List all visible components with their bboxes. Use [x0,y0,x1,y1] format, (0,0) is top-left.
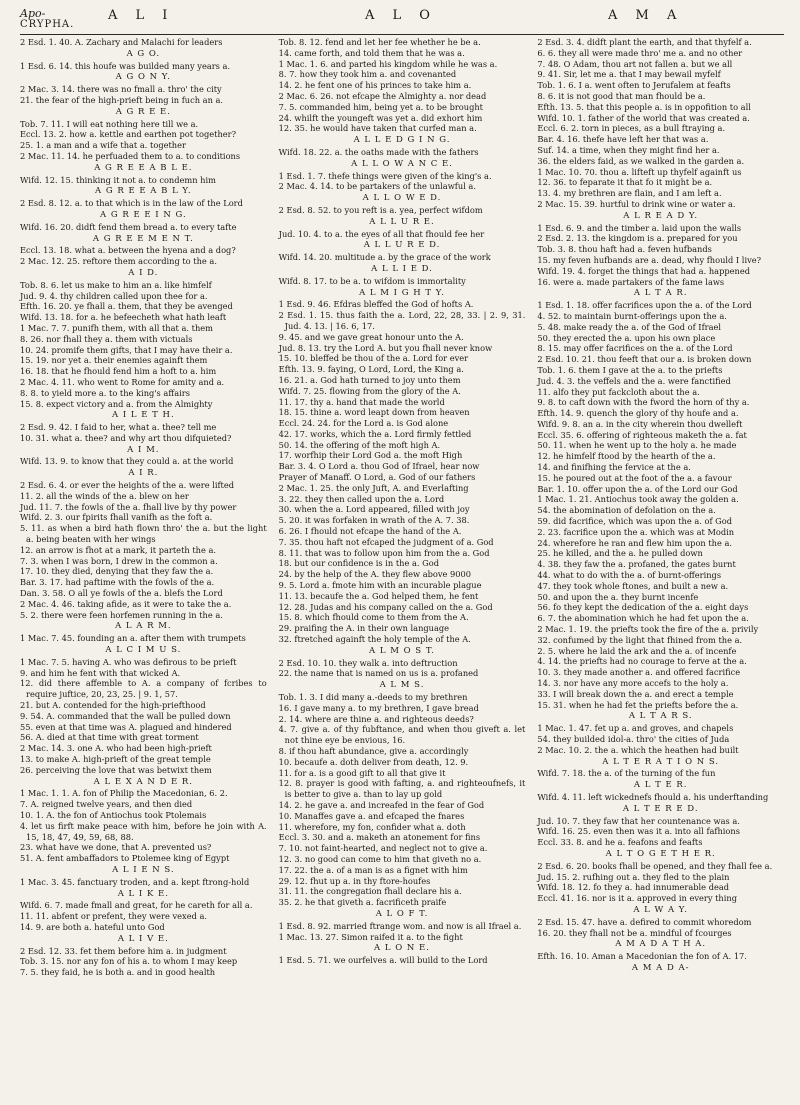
concordance-entry: 2 Esd. 8. 52. to you reft is a. yea, perfect wifdom [278,204,483,215]
concordance-entry: 11. wherefore, my fon, confider what a. doth [278,821,466,832]
concordance-entry: 42. 17. works, which the a. Lord firmly fettled [278,428,472,439]
concordance-entry: 2 Esd. 3. 4. didft plant the earth, and that thyfelf a. [537,37,752,47]
concordance-entry: 4. let us firft make peace with him, before he join with A. 15, 18, 47, 49, 59, 68, 88. [20,820,267,842]
header-catchword: Apo- [20,7,46,20]
concordance-entry: 32. ftretched againft the holy temple of the A. [278,634,471,645]
concordance-entry: 11. 13. becaufe the a. God helped them, he fent [278,590,479,601]
concordance-entry: 54. they builded idol-a. thro' the cities of Juda [537,734,730,744]
concordance-entry: Wifd. 7. 25. flowing from the glory of the A. [278,385,461,396]
concordance-entry: 8. if thou haft abundance, give a. accordingly [278,746,469,756]
concordance-entry: 5. 48. make ready the a. of the God of Ifrael [537,321,722,332]
concordance-entry: 4. 14. the priefts had no courage to ferve at the a. [537,656,747,667]
concordance-entry: 8. 7. how they took him a. and covenanted [278,69,457,80]
headword: A L L O W A N C E. [351,158,453,169]
concordance-entry: Jud. 15. 2. rufhing out a. they fled to the plain [537,871,730,882]
headword: A I R. [128,468,159,479]
concordance-entry: 6. 26. I fhould not efcape the hand of the A. [278,526,462,537]
concordance-entry: 2 Mac. 12. 25. reftore them according to the a. [20,256,217,267]
concordance-entry: Eccl. 24. 24. for the Lord a. is God alone [278,418,449,429]
concordance-entry: 8. 26. nor fhall they a. them with victuals [20,333,193,344]
concordance-entry: 29. 12. fhut up a. in thy ftore-houfes [278,875,431,886]
concordance-entry: 7. 3. when I was born, I drew in the common a. [20,555,218,566]
concordance-entry: 10. 24. promife them gifts, that I may have their a. [20,344,233,355]
column-1 [20,37,273,978]
headword: A L I E N S. [112,864,175,875]
header-left [20,8,74,30]
headword: A L R E A D Y. [623,210,699,221]
concordance-entry: 14. 9. are both a. hateful unto God [20,921,165,932]
headword: A L L U R E D. [363,240,441,251]
concordance-entry: Dan. 3. 58. O all ye fowls of the a. blefs the Lord [20,588,223,599]
concordance-entry: 2. 23. facrifice upon the a. which was at Modin [537,526,735,537]
headword: A L O N E. [374,943,430,954]
concordance-entry: 25. he killed, and the a. he pulled down [537,548,703,559]
concordance-entry: 11. alfo they put fackcloth about the a. [537,386,700,397]
concordance-entry: 2 Mac. 14. 3. one A. who had been high-prieft [20,743,212,754]
concordance-entry: Efth. 14. 9. quench the glory of thy houfe and a. [537,408,739,419]
concordance-entry: Wifd. 7. 18. the a. of the turning of the fun [537,768,716,779]
concordance-entry: 15. my feven hufbands are a. dead, why fhould I live? [537,254,762,265]
concordance-entry: 13. to make A. high-prieft of the great temple [20,754,211,764]
headword: A G R E E M E N T. [92,233,194,244]
header-range-1: A L I [108,8,175,23]
concordance-entry: 17. worfhip their Lord God a. the moft High [278,450,463,461]
concordance-entry: Wifd. 8. 17. to be a. to wifdom is immortality [278,275,466,286]
headword: A L M O S T. [369,645,435,656]
concordance-entry: 22. the name that is named on us is a. profaned [278,668,479,679]
column-3 [531,37,784,978]
concordance-entry: Eccl. 35. 6. offering of righteous maketh the a. fat [537,429,747,440]
concordance-entry: 2 Esd. 10. 10. they walk a. into deftruction [278,657,458,668]
concordance-entry: 12. 28. Judas and his company called on the a. God [278,601,493,612]
concordance-entry: 2 Mac. 3. 14. there was no fmall a. thro' the city [20,84,222,95]
concordance-entry: 12. 3. no good can come to him that giveth no a. [278,853,482,864]
concordance-entry: 7. 10. not faint-hearted, and neglect not to give a. [278,843,488,854]
concordance-entry: Eccl. 13. 2. how a. kettle and earthen pot together? [20,129,237,140]
concordance-entry: 12. he himfelf ftood by the hearth of the a. [537,451,716,462]
header-section: CRYPHA. [20,19,75,30]
concordance-entry: 14. 2. he fent one of his princes to take him a. [278,80,472,91]
concordance-entry: Wifd. 14. 20. multitude a. by the grace of the work [278,252,491,263]
concordance-entry: 12. did there affemble to A. a company of fcribes to require juftice, 20, 23, 25. | 9. 1, 57. [20,678,267,700]
concordance-entry: 7. 5. commanded him, being yet a. to be brought [278,101,483,112]
concordance-entry: 1 Esd. 5. 71. we ourfelves a. will build to the Lord [278,955,488,966]
headword: A G R E E A B L Y. [95,186,192,197]
concordance-entry: 15. 8. expect victory and a. from the Almighty [20,398,213,409]
headword: A L O F T. [375,908,429,919]
concordance-entry: 9. 54. A. commanded that the wall be pulled down [20,710,231,721]
headword: A G R E E A B L E. [94,162,193,173]
headword: A L I V E. [117,933,169,944]
concordance-entry: 16. 18. that he fhould fend him a hoft to a. him [20,366,217,377]
concordance-entry: 16. 20. they fhall not be a. mindful of fcourges [537,927,732,938]
concordance-entry: Efth. 13. 9. faying, O Lord, Lord, the King a. [278,364,464,375]
headword: A G R E E I N G. [100,209,187,220]
concordance-entry: 10. 31. what a. thee? and why art thou difquieted? [20,432,232,443]
concordance-entry: 13. 4. my brethren are flain, and I am left a. [537,188,722,199]
concordance-entry: 18. 15. thine a. word leapt down from heaven [278,407,470,418]
concordance-entry: 30. when the a. Lord appeared, filled with joy [278,504,470,515]
concordance-entry: 16. I gave many a. to my brethren, I gave bread [278,702,479,713]
concordance-entry: 14. came forth, and told them that he was a. [278,47,465,58]
concordance-entry: Tob. 1. 6. them I gave at the a. to the priefts [537,364,723,375]
concordance-entry: 7. 5. they faid, he is both a. and in good health [20,967,216,978]
concordance-entry: 14. and finifhing the fervice at the a. [537,462,691,473]
concordance-entry: 18. but our confidence is in the a. God [278,558,440,569]
concordance-entry: 2 Mac. 15. 39. hurtful to drink wine or water a. [537,198,736,209]
concordance-entry: 1 Mac. 3. 45. fanctuary troden, and a. kept ftrong-hold [20,876,250,887]
concordance-entry: 5. 20. it was forfaken in wrath of the A. 7. 38. [278,515,470,526]
concordance-entry: 2 Esd. 2. 13. the kingdom is a. prepared for you [537,233,738,244]
concordance-entry: Prayer of Manaff. O Lord, a. God of our fathers [278,472,476,483]
concordance-entry: 14. 2. he gave a. and increafed in the fear of God [278,799,485,810]
concordance-entry: 59. did facrifice, which was upon the a. of God [537,516,733,527]
concordance-entry: 1 Esd. 6. 9. and the timber a. laid upon the walls [537,222,742,233]
concordance-entry: Jud. 8. 13. try the Lord A. but you fhall never know [278,342,493,353]
concordance-entry: 24. by the help of the A. they flew above 9000 [278,569,472,580]
concordance-entry: 21. the fear of the high-prieft being in fuch an a. [20,94,224,105]
concordance-entry: 2 Esd. 10. 21. thou feeft that our a. is broken down [537,354,752,365]
concordance-entry: 7. A. reigned twelve years, and then died [20,799,193,810]
concordance-entry: 5. 2. there were feen horfemen running in the a. [20,609,223,620]
concordance-entry: 14. 3. nor have any more accefs to the holy a. [537,678,729,689]
concordance-entry: 2 Esd. 12. 33. fet them before him a. in judgment [20,945,227,956]
concordance-entry: 15. 31. when he had fet the priefts before the a. [537,699,739,710]
concordance-entry: 47. they took whole ftones, and built a new a. [537,580,729,591]
concordance-entry: Wifd. 12. 15. thinking it not a. to condemn him [20,174,216,185]
headword: A L T E R E D. [622,803,699,814]
concordance-entry: Efth. 13. 5. that this people a. is in oppofition to all [537,101,751,112]
concordance-entry: 1 Mac. 10. 70. thou a. lifteft up thyfelf againft us [537,166,742,177]
concordance-entry: Wifd. 19. 4. forget the things that had a. happened [537,265,750,276]
concordance-entry: Eccl. 33. 8. and he a. feafons and feafts [537,837,703,848]
concordance-entry: Wifd. 16. 20. didft fend them bread a. to every tafte [20,221,237,232]
concordance-entry: Wifd. 10. 1. father of the world that was created a. [537,112,750,123]
concordance-entry: 12. 8. prayer is good with fafting, a. and righteoufnefs, it is better to give a. than to lay up gold [278,778,526,800]
concordance-entry: 6. 7. the abomination which he had fet upon the a. [537,613,749,624]
headword: A L T E R A T I O N S. [602,756,720,767]
page-header [20,6,784,35]
concordance-entry: Wifd. 16. 25. even then was it a. into all fafhions [537,826,740,837]
concordance-entry: 51. A. fent ambaffadors to Ptolemee king of Egypt [20,853,230,864]
concordance-entry: 2 Mac. 10. 2. the a. which the heathen had built [537,744,739,755]
concordance-entry: 10. becaufe a. doth deliver from death, 12. 9. [278,756,469,767]
concordance-entry: Jud. 11. 7. the fowls of the a. fhall live by thy power [20,501,237,512]
concordance-entry: 8. 6. it is not good that man fhould be a. [537,90,706,101]
concordance-entry: 55. even at that time was A. plagued and hindered [20,721,232,732]
concordance-entry: Eccl. 6. 2. torn in pieces, as a bull ftraying a. [537,123,726,134]
concordance-entry: 56. A. died at that time with great torment [20,732,199,743]
headword: A I L E T H. [112,410,175,421]
concordance-entry: Tob. 7. 11. I will eat nothing here till we a. [20,118,199,129]
concordance-entry: 15. 19. nor yet a. their enemies againft them [20,355,208,366]
concordance-entry: 4. 38. they faw the a. profaned, the gates burnt [537,559,736,570]
concordance-entry: Eccl. 3. 30. and a. maketh an atonement for fins [278,832,481,843]
concordance-entry: 2 Esd. 1. 15. thus faith the a. Lord, 22, 28, 33. | 2. 9, 31. Jud. 4. 13. | 16. 6, 17. [278,310,526,331]
concordance-entry: 11. 2. all the winds of the a. blew on her [20,490,189,501]
concordance-entry: 9. 8. to caft down with the fword the horn of thy a. [537,397,750,408]
concordance-entry: 1 Esd. 6. 14. this houfe was builded many years a. [20,60,231,71]
headword: A L M S. [379,680,425,691]
concordance-entry: Wifd. 13. 9. to know that they could a. at the world [20,456,234,467]
concordance-entry: 2 Mac. 1. 19. the priefts took the fire of the a. privily [537,624,759,635]
concordance-entry: Tob. 3. 8. thou haft had a. feven hufbands [537,244,712,255]
concordance-entry: 29. praifing the A. in their own language [278,623,450,634]
concordance-entry: 1 Esd. 1. 18. offer facrifices upon the a. of the Lord [537,300,752,311]
concordance-entry: 1 Mac. 1. 47. fet up a. and groves, and chapels [537,723,734,734]
concordance-entry: 9. 45. and we gave great honour unto the A. [278,331,464,342]
concordance-entry: Jud. 10. 7. they faw that her countenance was a. [537,815,740,826]
concordance-entry: 35. 2. he that giveth a. facrificeth praife [278,897,447,908]
concordance-entry: 1 Esd. 9. 46. Efdras bleffed the God of hofts A. [278,299,474,310]
concordance-entry: 32. confumed by the light that fhined from the a. [537,634,743,645]
concordance-entry: Tob. 1. 3. I did many a.-deeds to my brethren [278,692,468,703]
concordance-entry: 23. what have we done, that A. prevented us? [20,842,212,853]
concordance-entry: Eccl. 13. 18. what a. between the hyena and a dog? [20,245,236,256]
headword: A I M. [127,444,160,455]
concordance-entry: 54. the abomination of defolation on the a. [537,505,716,516]
concordance-entry: 17. 22. the a. of a man is as a fignet with him [278,864,468,875]
concordance-entry: 2 Esd. 9. 42. I faid to her, what a. thee? tell me [20,422,217,433]
concordance-entry: 2 Mac. 4. 46. taking afide, as it were to take the a. [20,598,232,609]
concordance-entry: 8. 11. that was to follow upon him from the a. God [278,547,490,558]
concordance-entry: 44. what to do with the a. of burnt-offerings [537,570,722,581]
concordance-entry: 2 Mac. 6. 26. not efcape the Almighty a. nor dead [278,90,487,101]
concordance-entry: 1 Esd. 8. 92. married ftrange wom. and now is all Ifrael a. [278,920,522,931]
concordance-entry: 4. 7. give a. of thy fubftance, and when thou giveft a. let not thine eye be envious, 16. [278,724,526,746]
headword: A L C I M U S. [105,645,182,656]
concordance-entry: 1 Esd. 1. 7. thefe things were given of the king's a. [278,170,492,181]
concordance-entry: 36. the elders faid, as we walked in the garden a. [537,155,745,166]
concordance-entry: Wifd. 4. 11. left wickednefs fhould a. his underftanding [537,791,769,802]
headword: A G R E E. [115,106,171,117]
concordance-entry: 2 Mac. 4. 14. to be partakers of the unlawful a. [278,181,476,192]
concordance-entry: Wifd. 13. 18. for a. he befeecheth what hath leaft [20,312,227,323]
concordance-entry: 6. 6. they all were made thro' me a. and no other [537,47,743,58]
concordance-entry: Bar. 4. 16. thefe have left her that was a. [537,134,709,145]
concordance-entry: 9. 5. Lord a. fmote him with an incurable plague [278,580,482,591]
headword: A L L U R E. [369,216,435,227]
concordance-entry: 9. and him he fent with that wicked A. [20,667,181,678]
concordance-entry: 9. 41. Sir, let me a. that I may bewail myfelf [537,69,721,80]
concordance-entry: 2 Mac. 4. 11. who went to Rome for amity and a. [20,376,225,387]
concordance-entry: 24. wherefore he ran and flew him upon the a. [537,537,733,548]
text-columns [20,37,784,978]
headword: A L L I E D. [371,263,433,274]
headword: A L T A R S. [628,711,693,722]
concordance-entry: Bar. 3. 17. had paftime with the fowls of the a. [20,577,215,588]
concordance-entry: 31. 11. the congregation fhall declare his a. [278,886,462,897]
concordance-entry: 7. 35. thou haft not efcaped the judgment of a. God [278,536,494,547]
concordance-entry: 1 Mac. 1. 21. Antiochus took away the golden a. [537,494,739,505]
concordance-entry: 16. were a. made partakers of the fame laws [537,276,725,287]
concordance-entry: Eccl. 41. 16. nor is it a. approved in every thing [537,893,737,904]
concordance-entry: 11. 17. thy a. hand that made the world [278,396,445,407]
headword: A L T A R. [633,288,688,299]
concordance-entry: 8. 8. to yield more a. to the king's affairs [20,387,190,398]
concordance-entry: 1 Mac. 13. 27. Simon raifed it a. to the fight [278,931,463,942]
concordance-entry: Efth. 16. 20. ye fhall a. them, that they be avenged [20,301,233,312]
concordance-entry: 11. for a. is a good gift to all that give it [278,767,446,778]
concordance-entry: 4. 52. to maintain burnt-offerings upon the a. [537,310,727,321]
concordance-entry: Jud. 10. 4. to a. the eyes of all that fhould fee her [278,228,485,239]
concordance-entry: 1 Mac. 7. 5. having A. who was defirous to be prieft [20,656,237,667]
concordance-entry: 1 Mac. 1. 6. and parted his kingdom while he was a. [278,58,498,69]
headword: A L W A Y. [633,904,689,915]
concordance-entry: Jud. 9. 4. thy children called upon thee for a. [20,290,208,301]
headword: A M A D A T H A. [615,939,707,950]
headword: A G O N Y. [115,72,172,83]
concordance-entry: 17. 10. they died, denying that they faw the a. [20,566,214,577]
concordance-entry: 12. 36. to feparate it that fo it might be a. [537,177,713,188]
concordance-entry: 2 Esd. 15. 47. have a. defired to commit whoredom [537,916,752,927]
concordance-entry: 24. whilft the youngeft was yet a. did exhort him [278,112,483,123]
headword: A L T O G E T H E R. [605,848,716,859]
concordance-entry: 10. 1. A. the fon of Antiochus took Ptolemais [20,809,207,820]
concordance-entry: Jud. 4. 3. the veffels and the a. were fanctified [537,375,731,386]
concordance-entry: Wifd. 18. 12. fo they a. had innumerable dead [537,882,730,893]
concordance-entry: 25. 1. a man and a wife that a. together [20,140,186,151]
concordance-entry: 50. 14. the offering of the moft high A. [278,439,441,450]
concordance-entry: 5. 11. as when a bird hath flown thro' the a. but the light a. being beaten with her wings [20,523,267,545]
header-range-3: A M A [608,8,684,23]
headword: A L E X A N D E R. [93,776,194,787]
concordance-entry: 56. fo they kept the dedication of the a. eight days [537,602,749,613]
concordance-entry: Wifd. 9. 8. an a. in the city wherein thou dwelleft [537,418,743,429]
concordance-entry: 12. an arrow is fhot at a mark, it parteth the a. [20,544,216,555]
headword: A L T E R. [633,780,688,791]
concordance-entry: 2 Esd. 6. 4. or ever the heights of the a. were lifted [20,480,235,491]
concordance-entry: Suf. 14. a time, when they might find her a. [537,144,720,155]
concordance-entry: Wifd. 6. 7. made fmall and great, for he careth for all a. [20,900,253,911]
concordance-entry: 1 Mac. 1. 1. A. fon of Philip the Macedonian, 6. 2. [20,788,228,799]
concordance-entry: 10. Manaffes gave a. and efcaped the fnares [278,810,465,821]
headword: A M A D A- [631,962,690,973]
concordance-entry: 2. 14. where are thine a. and righteous deeds? [278,713,474,724]
concordance-entry: 10. 3. they made another a. and offered facrifice [537,667,741,678]
concordance-entry: Wifd. 2. 3. our fpirits fhall vanifh as the foft a. [20,512,213,523]
concordance-entry: 11. 11. abfent or prefent, they were vexed a. [20,911,208,922]
concordance-entry: Tob. 1. 6. I a. went often to Jerufalem at feafts [537,80,731,91]
concordance-entry: 21. but A. contended for the high-priefthood [20,700,206,711]
concordance-entry: 50. and upon the a. they burnt incenfe [537,591,699,602]
headword: A L I K E. [117,888,169,899]
headword: A L L E D G I N G. [353,135,451,146]
concordance-entry: 15. 8. which fhould come to them from the A. [278,612,469,623]
headword: A L A R M. [115,621,172,632]
concordance-entry: 2 Esd. 8. 12. a. to that which is in the law of the Lord [20,198,243,209]
headword: A G O. [126,48,161,59]
concordance-entry: 50. 11. when he went up to the holy a. he made [537,440,737,451]
concordance-entry: 8. 15. may offer facrifices on the a. of the Lord [537,343,733,354]
concordance-entry: Efth. 16. 10. Aman a Macedonian the fon of A. 17. [537,951,747,962]
concordance-entry: Tob. 8. 12. fend and let her fee whether he be a. [278,37,481,47]
headword: A L L O W E D. [362,193,442,204]
concordance-entry: Bar. 1. 10. offer upon the a. of the Lord our God [537,483,738,494]
concordance-entry: 2 Mac. 1. 25. the only Juft, A. and Everlafting [278,482,469,493]
concordance-entry: 26. perceiving the love that was betwixt them [20,764,212,775]
concordance-entry: 33. I will break down the a. and erect a temple [537,688,734,699]
concordance-entry: Tob. 3. 15. nor any fon of his a. to whom I may keep [20,956,238,967]
concordance-entry: 12. 35. he would have taken that curfed man a. [278,123,477,134]
concordance-entry: Wifd. 18. 22. a. the oaths made with the fathers [278,146,479,157]
concordance-entry: 2 Esd. 6. 20. books fhall be opened, and they fhall fee a. [537,860,773,871]
headword: A I D. [128,267,159,278]
concordance-entry: 7. 48. O Adam, thou art not fallen a. but we all [537,58,733,69]
header-range-2: A L O [365,8,437,23]
concordance-entry: Bar. 3. 4. O Lord a. thou God of Ifrael, hear now [278,461,480,472]
concordance-entry: 1 Mac. 7. 45. founding an a. after them with trumpets [20,633,246,644]
concordance-entry: 16. 21. a. God hath turned to joy unto them [278,374,461,385]
concordance-entry: 1 Mac. 7. 7. punifh them, with all that a. them [20,322,213,333]
concordance-entry: 3. 22. they then called upon the a. Lord [278,493,445,504]
headword: A L M I G H T Y. [359,287,445,298]
concordance-entry: 2. 5. where he laid the ark and the a. of incenfe [537,645,737,656]
concordance-entry: 2 Esd. 1. 40. A. Zachary and Malachi for leaders [20,37,223,47]
concordance-entry: 2 Mac. 11. 14. he perfuaded them to a. to conditions [20,150,241,161]
concordance-entry: Tob. 8. 6. let us make to him an a. like himfelf [20,279,212,290]
concordance-entry: 50. they erected the a. upon his own place [537,332,716,343]
column-2 [273,37,532,978]
concordance-entry: 15. 10. bleffed be thou of the a. Lord for ever [278,353,469,364]
concordance-entry: 15. he poured out at the foot of the a. a favour [537,472,732,483]
